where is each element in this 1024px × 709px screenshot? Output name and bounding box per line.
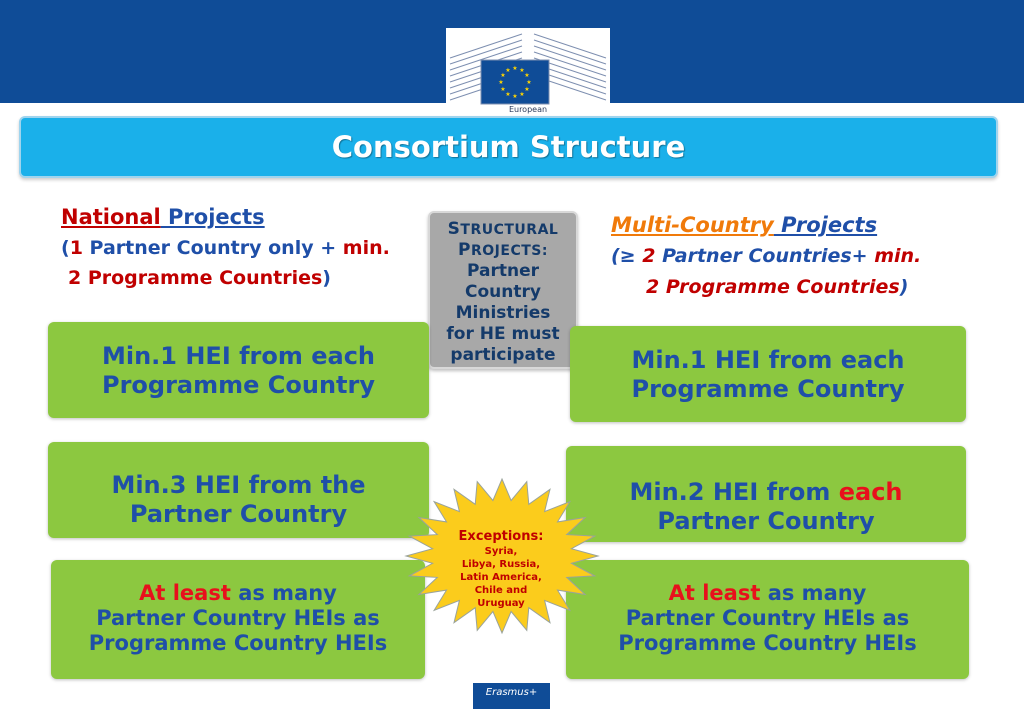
box-line: Programme Country xyxy=(631,375,905,403)
svg-text:★: ★ xyxy=(500,72,506,79)
body-line: participate xyxy=(450,345,556,365)
multi-country-label: Multi-Country xyxy=(611,213,774,237)
programme-countries-text: 2 Programme Countries xyxy=(646,276,900,298)
body-line: Country xyxy=(465,282,541,302)
title-rest: TRUCTURAL xyxy=(460,222,559,238)
body-line: Ministries xyxy=(455,303,551,323)
box-line: Partner Country HEIs as xyxy=(625,606,910,630)
multi-hei-programme-box xyxy=(570,326,966,422)
box-line xyxy=(566,478,966,507)
page-title: Consortium Structure xyxy=(331,130,686,164)
box-line xyxy=(51,581,425,606)
national-hei-programme-box xyxy=(48,322,429,418)
title-banner xyxy=(19,116,998,178)
svg-text:★: ★ xyxy=(524,86,530,93)
box-line: Min.3 HEI from the xyxy=(111,471,366,499)
erasmus-plus-badge: Erasmus+ xyxy=(473,683,550,709)
svg-text:★: ★ xyxy=(500,86,506,93)
paren-close: ) xyxy=(322,267,331,289)
multi-hei-partner-box xyxy=(566,446,966,542)
exception-country: Libya, Russia, xyxy=(461,559,541,570)
structural-projects-body xyxy=(430,261,576,366)
body-line: for HE must xyxy=(446,324,560,344)
exception-country: Syria, xyxy=(484,546,518,557)
multi-country-projects-heading xyxy=(611,213,877,237)
min-label: min. xyxy=(342,237,390,259)
title-initial: P xyxy=(458,240,471,260)
paren-close: ) xyxy=(899,276,909,298)
title-initial: S xyxy=(447,219,461,239)
national-projects-heading xyxy=(61,205,265,229)
multi-at-least-box xyxy=(566,560,969,679)
title-rest: ROJECTS: xyxy=(471,243,548,259)
national-label: National xyxy=(61,205,161,229)
svg-text:★: ★ xyxy=(526,79,532,86)
exception-country: Uruguay xyxy=(477,598,525,609)
svg-text:★: ★ xyxy=(524,72,530,79)
box-line: Min.1 HEI from each xyxy=(101,342,376,370)
svg-text:★: ★ xyxy=(512,65,518,72)
exceptions-text xyxy=(438,528,564,610)
partner-text: Partner Country only + xyxy=(82,237,343,259)
svg-text:★: ★ xyxy=(505,91,511,98)
svg-text:★: ★ xyxy=(498,79,504,86)
svg-text:★: ★ xyxy=(505,67,511,74)
each-emphasis: each xyxy=(838,478,903,506)
paren-open: (≥ xyxy=(611,245,643,267)
box-line: Partner Country xyxy=(129,500,348,528)
partner-count: 2 xyxy=(642,245,656,267)
box-line: Partner Country xyxy=(657,507,875,535)
at-least-emphasis: At least xyxy=(668,581,761,605)
national-programme-line xyxy=(68,267,331,289)
multi-programme-line xyxy=(646,276,908,298)
body-line: Partner xyxy=(466,261,539,281)
multi-requirement-line xyxy=(611,245,921,267)
box-line: Programme Country HEIs xyxy=(618,631,917,655)
at-least-emphasis: At least xyxy=(139,581,231,605)
exceptions-title: Exceptions: xyxy=(458,529,544,544)
national-at-least-box xyxy=(51,560,425,679)
svg-text:★: ★ xyxy=(512,93,518,100)
european-commission-logo xyxy=(446,28,610,118)
logo-caption: European xyxy=(508,105,548,114)
paren-open: ( xyxy=(61,237,70,259)
projects-label: Projects xyxy=(773,213,878,237)
exception-country: Chile and xyxy=(474,585,528,596)
box-line: Programme Country HEIs xyxy=(88,631,388,655)
national-requirement-line xyxy=(61,237,390,259)
projects-label: Projects xyxy=(160,205,265,229)
structural-projects-box xyxy=(428,211,578,369)
box-text: as many xyxy=(230,581,337,605)
programme-countries-text: 2 Programme Countries xyxy=(68,267,323,289)
box-text: as many xyxy=(760,581,867,605)
berlaymont-building-icon xyxy=(446,28,610,106)
svg-text:★: ★ xyxy=(519,91,525,98)
national-hei-partner-box xyxy=(48,442,429,538)
structural-projects-title xyxy=(430,219,576,261)
box-line: Partner Country HEIs as xyxy=(96,606,380,630)
exception-country: Latin America, xyxy=(460,572,542,583)
partner-count: 1 xyxy=(69,237,83,259)
box-line xyxy=(566,581,969,606)
min-label: min. xyxy=(874,245,922,267)
partner-text: Partner Countries+ xyxy=(655,245,875,267)
box-line: Min.1 HEI from each xyxy=(631,346,905,374)
box-text: Min.2 HEI from xyxy=(629,478,839,506)
box-line: Programme Country xyxy=(102,371,375,399)
svg-text:★: ★ xyxy=(519,67,525,74)
